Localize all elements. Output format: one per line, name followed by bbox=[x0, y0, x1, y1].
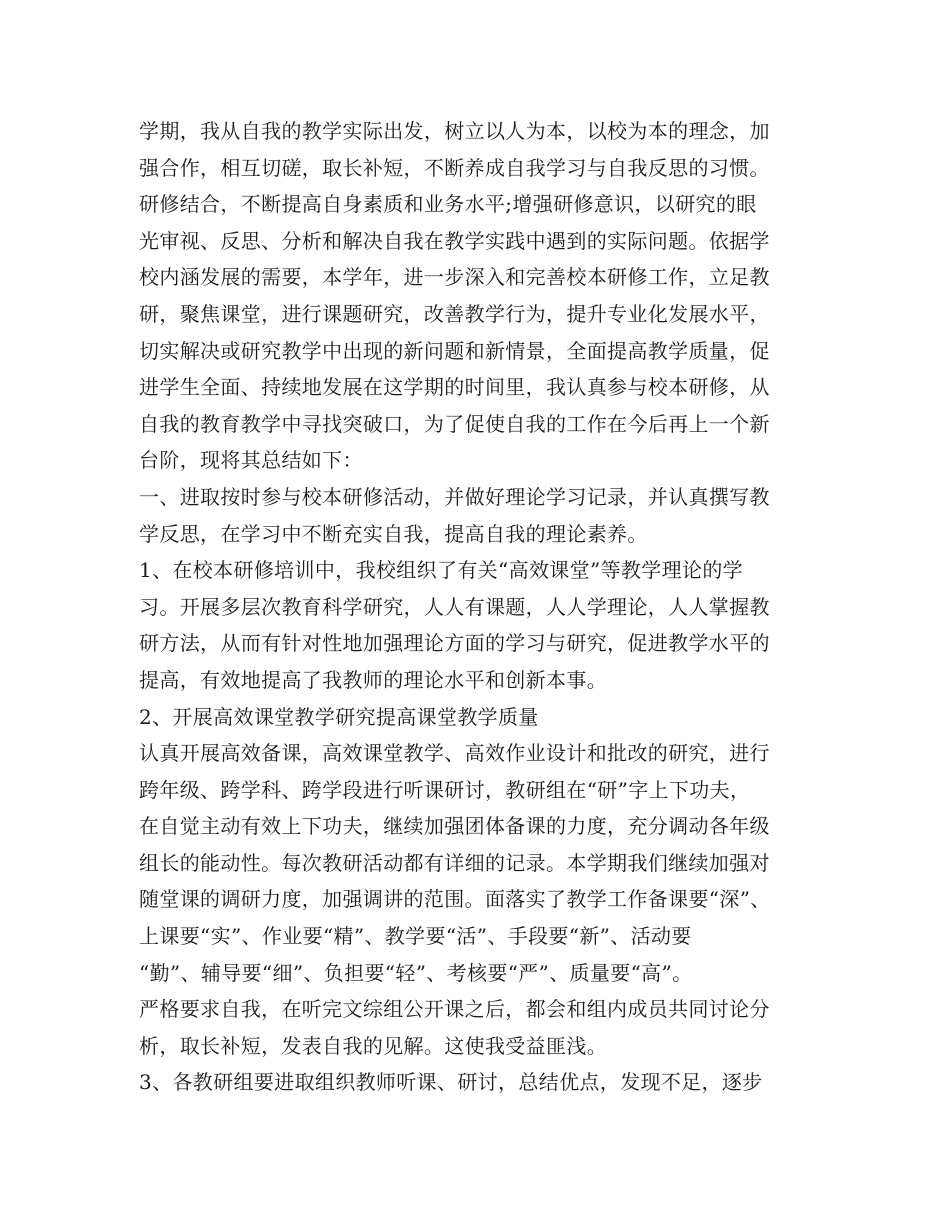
text-line: 提高，有效地提高了我教师的理论水平和创新本事。 bbox=[139, 667, 608, 692]
text-line: 进学生全面、持续地发展在这学期的时间里，我认真参与校本研修，从 bbox=[139, 375, 770, 400]
text-line: 研方法，从而有针对性地加强理论方面的学习与研究，促进教学水平的 bbox=[139, 631, 770, 656]
numbered-item-line: 3、各教研组要进取组织教师听课、研讨，总结优点，发现不足，逐步 bbox=[139, 1070, 763, 1095]
text-line: 台阶，现将其总结如下： bbox=[139, 448, 363, 473]
numbered-item-line: 2、开展高效课堂教学研究提高课堂教学质量 bbox=[139, 704, 539, 729]
text-line: 研修结合，不断提高自身素质和业务水平;增强研修意识，以研究的眼 bbox=[139, 192, 757, 217]
text-line: 校内涵发展的需要，本学年，进一步深入和完善校本研修工作，立足教 bbox=[139, 265, 770, 290]
text-line: 随堂课的调研力度，加强调讲的范围。面落实了教学工作备课要“深”、 bbox=[139, 887, 771, 912]
text-line: 光审视、反思、分析和解决自我在教学实践中遇到的实际问题。依据学 bbox=[139, 228, 770, 253]
text-line: 跨年级、跨学科、跨学段进行听课研讨，教研组在“研”字上下功夫， bbox=[139, 777, 751, 802]
text-line: 学期，我从自我的教学实际出发，树立以人为本，以校为本的理念，加 bbox=[139, 119, 770, 143]
text-line: “勤”、辅导要“细”、负担要“轻”、考核要“严”、质量要“高”。 bbox=[139, 960, 693, 985]
text-line: 学反思，在学习中不断充实自我，提高自我的理论素养。 bbox=[139, 521, 648, 546]
section-heading-line: 一、进取按时参与校本研修活动，并做好理论学习记录，并认真撰写教 bbox=[139, 484, 770, 509]
numbered-item-line: 1、在校本研修培训中，我校组织了有关“高效课堂”等教学理论的学 bbox=[139, 558, 744, 583]
text-line: 习。开展多层次教育科学研究，人人有课题，人人学理论，人人掌握教 bbox=[139, 594, 770, 619]
text-line: 自我的教育教学中寻找突破口，为了促使自我的工作在今后再上一个新 bbox=[139, 411, 770, 436]
text-line: 严格要求自我，在听完文综组公开课之后，都会和组内成员共同讨论分 bbox=[139, 997, 770, 1022]
text-line: 研，聚焦课堂，进行课题研究，改善教学行为，提升专业化发展水平， bbox=[139, 301, 770, 326]
document-body bbox=[139, 113, 829, 1101]
text-line: 强合作，相互切磋，取长补短，不断养成自我学习与自我反思的习惯。 bbox=[139, 155, 770, 180]
text-line: 认真开展高效备课，高效课堂教学、高效作业设计和批改的研究，进行 bbox=[139, 741, 770, 766]
text-line: 析，取长补短，发表自我的见解。这使我受益匪浅。 bbox=[139, 1033, 608, 1058]
text-line: 切实解决或研究教学中出现的新问题和新情景，全面提高教学质量，促 bbox=[139, 338, 770, 363]
text-line: 上课要“实”、作业要“精”、教学要“活”、手段要“新”、活动要 bbox=[139, 924, 692, 949]
text-line: 组长的能动性。每次教研活动都有详细的记录。本学期我们继续加强对 bbox=[139, 850, 770, 875]
text-line: 在自觉主动有效上下功夫，继续加强团体备课的力度，充分调动各年级 bbox=[139, 814, 770, 839]
